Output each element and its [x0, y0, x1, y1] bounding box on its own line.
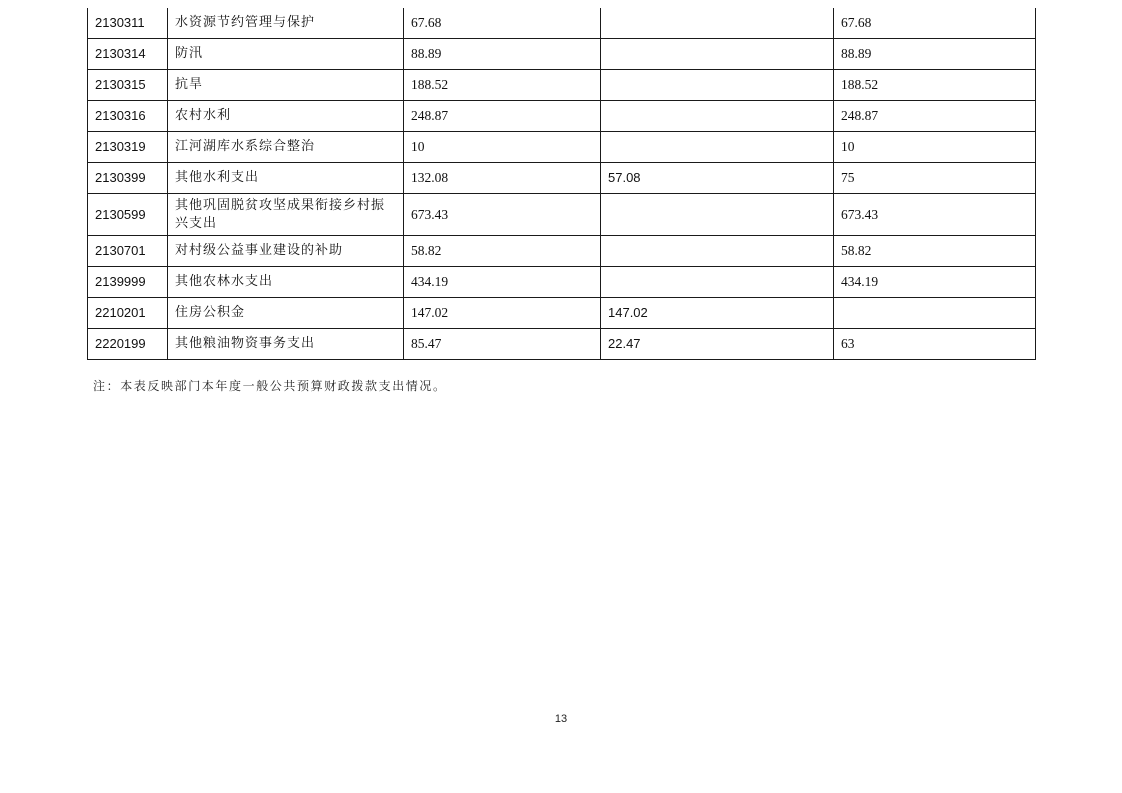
- subject-name-cell: 其他水利支出: [168, 163, 404, 194]
- project-expenditure-cell: 75: [834, 163, 1036, 194]
- project-expenditure-cell: [834, 298, 1036, 329]
- subject-code-cell: 2210201: [88, 298, 168, 329]
- table-row: [88, 39, 1036, 70]
- total-amount-cell: 10: [404, 132, 601, 163]
- subject-name-cell: 农村水利: [168, 101, 404, 132]
- total-amount-cell: 434.19: [404, 267, 601, 298]
- subject-name-cell: 江河湖库水系综合整治: [168, 132, 404, 163]
- total-amount-cell: 67.68: [404, 8, 601, 39]
- basic-expenditure-cell: [601, 267, 834, 298]
- table-row: [88, 236, 1036, 267]
- total-amount-cell: 88.89: [404, 39, 601, 70]
- subject-code-cell: 2130316: [88, 101, 168, 132]
- subject-name-cell: 其他巩固脱贫攻坚成果衔接乡村振兴支出: [168, 194, 404, 236]
- table-row: [88, 267, 1036, 298]
- subject-code-cell: 2130311: [88, 8, 168, 39]
- project-expenditure-cell: 58.82: [834, 236, 1036, 267]
- table-row: [88, 132, 1036, 163]
- total-amount-cell: 188.52: [404, 70, 601, 101]
- total-amount-cell: 673.43: [404, 194, 601, 236]
- subject-name-cell: 对村级公益事业建设的补助: [168, 236, 404, 267]
- basic-expenditure-cell: [601, 101, 834, 132]
- subject-code-cell: 2130701: [88, 236, 168, 267]
- project-expenditure-cell: 188.52: [834, 70, 1036, 101]
- subject-name-cell: 防汛: [168, 39, 404, 70]
- table-row: [88, 101, 1036, 132]
- subject-name-cell: 住房公积金: [168, 298, 404, 329]
- total-amount-cell: 147.02: [404, 298, 601, 329]
- subject-code-cell: 2130315: [88, 70, 168, 101]
- subject-name-cell: 水资源节约管理与保护: [168, 8, 404, 39]
- total-amount-cell: 132.08: [404, 163, 601, 194]
- basic-expenditure-cell: 22.47: [601, 329, 834, 360]
- project-expenditure-cell: 67.68: [834, 8, 1036, 39]
- project-expenditure-cell: 63: [834, 329, 1036, 360]
- project-expenditure-cell: 88.89: [834, 39, 1036, 70]
- subject-code-cell: 2139999: [88, 267, 168, 298]
- basic-expenditure-cell: [601, 194, 834, 236]
- total-amount-cell: 248.87: [404, 101, 601, 132]
- table-row: [88, 8, 1036, 39]
- basic-expenditure-cell: 57.08: [601, 163, 834, 194]
- subject-name-cell: 其他农林水支出: [168, 267, 404, 298]
- subject-name-cell: 抗旱: [168, 70, 404, 101]
- project-expenditure-cell: 434.19: [834, 267, 1036, 298]
- total-amount-cell: 58.82: [404, 236, 601, 267]
- subject-code-cell: 2130314: [88, 39, 168, 70]
- expenditure-table: [87, 8, 1036, 360]
- basic-expenditure-cell: [601, 132, 834, 163]
- basic-expenditure-cell: [601, 39, 834, 70]
- subject-code-cell: 2130599: [88, 194, 168, 236]
- basic-expenditure-cell: [601, 236, 834, 267]
- basic-expenditure-cell: 147.02: [601, 298, 834, 329]
- table-footnote: 注：本表反映部门本年度一般公共预算财政拨款支出情况。: [93, 379, 447, 393]
- basic-expenditure-cell: [601, 70, 834, 101]
- project-expenditure-cell: 10: [834, 132, 1036, 163]
- basic-expenditure-cell: [601, 8, 834, 39]
- subject-code-cell: 2220199: [88, 329, 168, 360]
- table-row: [88, 298, 1036, 329]
- subject-code-cell: 2130319: [88, 132, 168, 163]
- table-row: [88, 194, 1036, 236]
- page-number: 13: [554, 713, 568, 725]
- project-expenditure-cell: 248.87: [834, 101, 1036, 132]
- table-row: [88, 70, 1036, 101]
- subject-code-cell: 2130399: [88, 163, 168, 194]
- table-row: [88, 329, 1036, 360]
- subject-name-cell: 其他粮油物资事务支出: [168, 329, 404, 360]
- project-expenditure-cell: 673.43: [834, 194, 1036, 236]
- total-amount-cell: 85.47: [404, 329, 601, 360]
- table-row: [88, 163, 1036, 194]
